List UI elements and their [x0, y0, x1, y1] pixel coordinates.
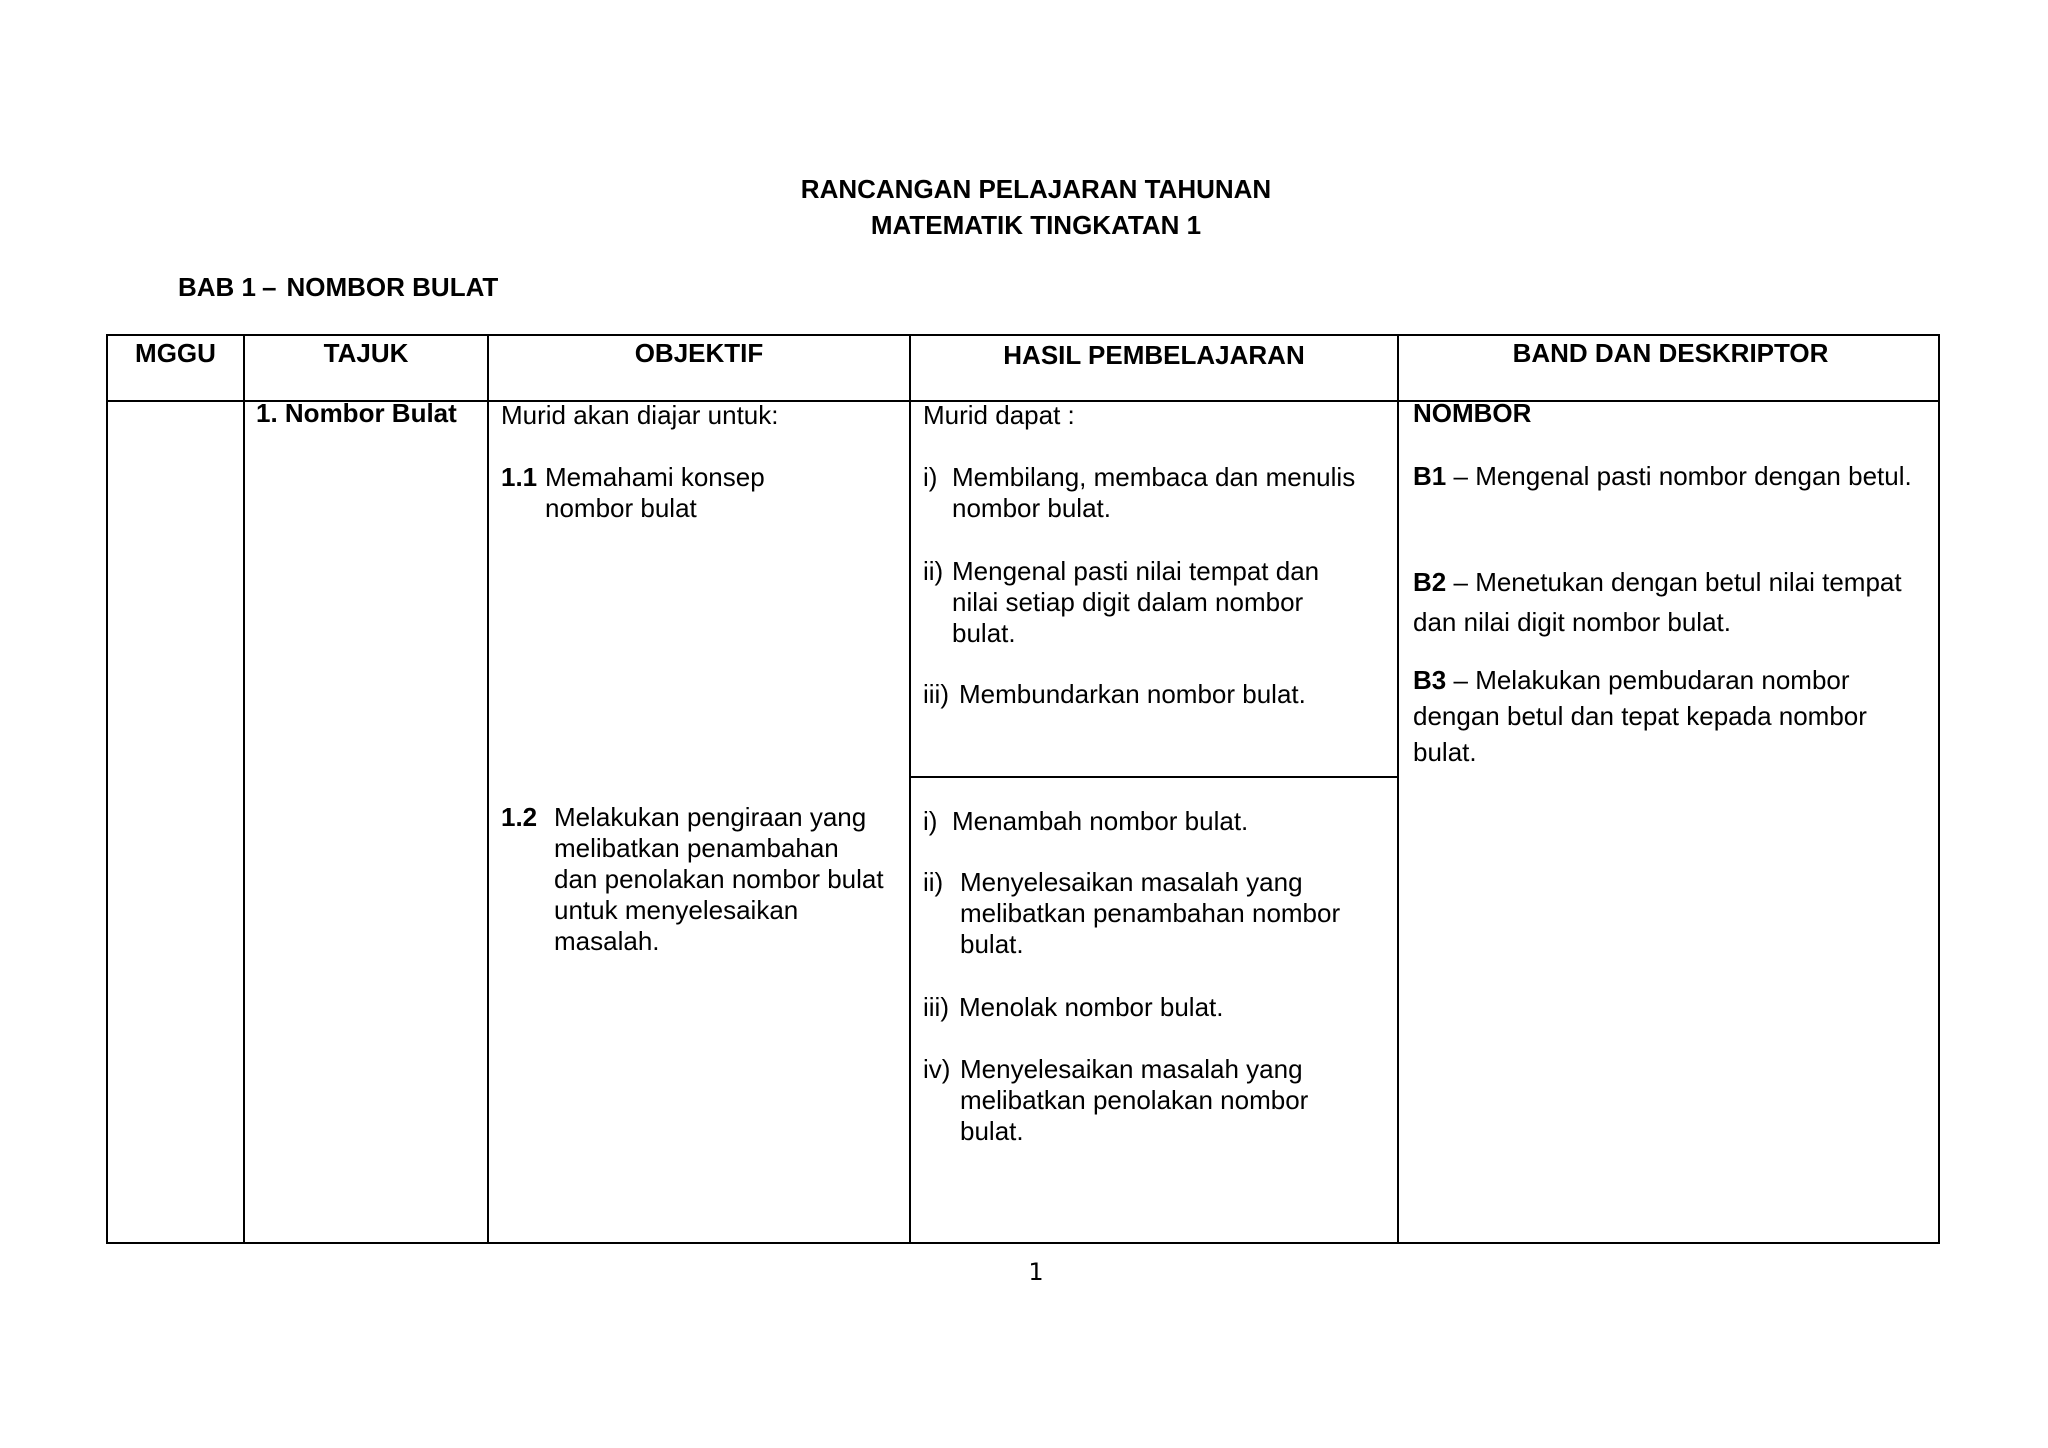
band-item — [1413, 458, 1933, 494]
band-text: Mengenal pasti nombor dengan betul. — [1475, 461, 1912, 491]
chapter-code: BAB 1 — [178, 272, 257, 302]
column-divider — [487, 336, 489, 1242]
header-objektif: OBJEKTIF — [634, 338, 764, 368]
outcome-number: ii) — [923, 556, 944, 586]
column-divider — [1397, 336, 1399, 1242]
outcome-text: Menyelesaikan masalah yang melibatkan penolakan nombor bulat. — [960, 1054, 1309, 1146]
outcome-text: Menolak nombor bulat. — [959, 992, 1224, 1022]
learning-outcome-item — [923, 992, 1393, 1023]
band-dash: – — [1453, 567, 1468, 597]
outcome-text: Menyelesaikan masalah yang melibatkan penambahan nombor bulat. — [960, 867, 1341, 959]
outcome-number: i) — [923, 806, 938, 836]
band-item — [1413, 662, 1913, 770]
outcome-number: iv) — [923, 1054, 951, 1084]
objective-number: 1.2 — [501, 802, 538, 832]
band-heading: NOMBOR — [1413, 398, 1532, 428]
objective-text: Melakukan pengiraan yang melibatkan penambahan dan penolakan nombor bulat untuk menyelesaikan masalah. — [554, 802, 884, 956]
objective-item — [501, 462, 901, 524]
outcome-number: iii) — [923, 992, 949, 1022]
objective-item — [501, 802, 901, 957]
band-text: Menetukan dengan betul nilai tempat dan nilai digit nombor bulat. — [1413, 567, 1902, 637]
hasil-row-divider — [909, 776, 1397, 778]
document-subtitle: MATEMATIK TINGKATAN 1 — [870, 210, 1202, 240]
chapter-dash: – — [262, 272, 277, 302]
band-dash: – — [1453, 665, 1468, 695]
outcome-text: Membundarkan nombor bulat. — [959, 679, 1306, 709]
outcome-text: Membilang, membaca dan menulis nombor bulat. — [952, 462, 1356, 523]
learning-outcome-item — [923, 1054, 1393, 1147]
band-item — [1413, 562, 1943, 642]
objective-text: Memahami konsep nombor bulat — [545, 462, 765, 523]
outcome-text: Menambah nombor bulat. — [952, 806, 1249, 836]
learning-outcome-item — [923, 679, 1393, 710]
header-band-deskriptor: BAND DAN DESKRIPTOR — [1512, 338, 1829, 368]
band-code: B1 — [1413, 461, 1447, 491]
learning-outcome-item — [923, 556, 1393, 649]
learning-outcome-intro: Murid dapat : — [923, 400, 1075, 430]
document-title: RANCANGAN PELAJARAN TAHUNAN — [800, 174, 1272, 204]
topic-title: 1. Nombor Bulat — [256, 398, 457, 428]
band-code: B3 — [1413, 665, 1447, 695]
learning-outcome-item — [923, 806, 1393, 837]
header-hasil-label: HASIL PEMBELAJARAN — [1003, 340, 1305, 370]
objective-number: 1.1 — [501, 462, 538, 492]
chapter-name: NOMBOR BULAT — [286, 272, 499, 302]
outcome-number: i) — [923, 462, 938, 492]
header-mggu: MGGU — [135, 338, 216, 368]
page-number: 1 — [1028, 1258, 1044, 1286]
header-tajuk: TAJUK — [323, 338, 409, 368]
learning-outcome-item — [923, 867, 1393, 960]
learning-outcome-item — [923, 462, 1393, 524]
outcome-number: ii) — [923, 867, 944, 897]
outcome-text: Mengenal pasti nilai tempat dan nilai setiap digit dalam nombor bulat. — [952, 556, 1320, 648]
column-divider — [243, 336, 245, 1242]
header-hasil-pembelajaran — [911, 336, 1397, 402]
band-code: B2 — [1413, 567, 1447, 597]
band-text: Melakukan pembudaran nombor dengan betul dan tepat kepada nombor bulat. — [1413, 665, 1867, 767]
chapter-heading — [178, 272, 498, 303]
lesson-plan-table — [106, 334, 1940, 1244]
band-dash: – — [1453, 461, 1468, 491]
outcome-number: iii) — [923, 679, 949, 709]
column-divider — [909, 336, 911, 1242]
objective-intro: Murid akan diajar untuk: — [501, 400, 779, 430]
